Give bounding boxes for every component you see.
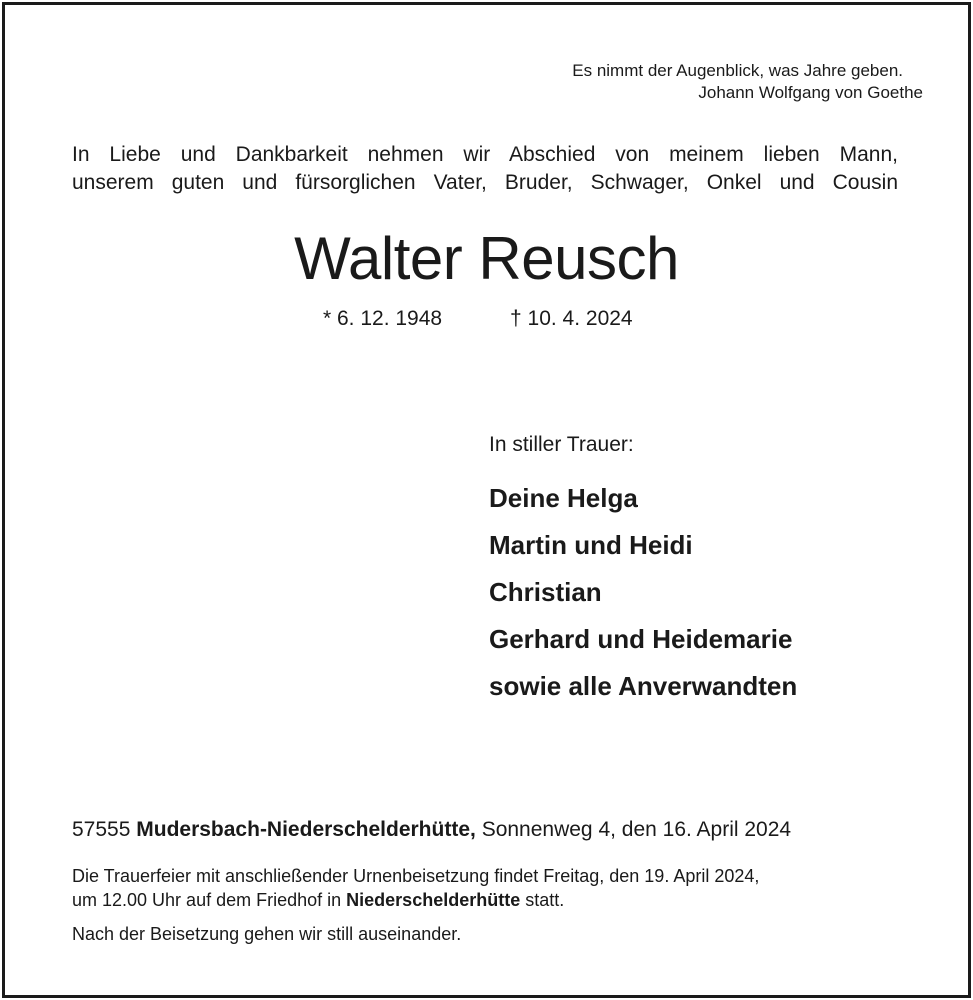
- family-member: Christian: [489, 577, 602, 607]
- intro-line-2: unserem guten und fürsorglichen Vater, Bruder, Schwager, Onkel und Cousin: [72, 171, 898, 194]
- ceremony-line-2-post: statt.: [525, 890, 565, 910]
- address-rest: Sonnenweg 4, den 16. April 2024: [481, 818, 792, 841]
- epigraph-author: Johann Wolfgang von Goethe: [698, 83, 923, 102]
- ceremony-info: [72, 864, 759, 912]
- family-member: Gerhard und Heidemarie: [489, 624, 793, 654]
- address-zip: 57555: [72, 818, 131, 841]
- address-line: [72, 816, 791, 844]
- ceremony-line-1: Die Trauerfeier mit anschließender Urnenbeisetzung findet Freitag, den 19. April 2024,: [72, 866, 760, 886]
- closing-line: Nach der Beisetzung gehen wir still auseinander.: [72, 924, 462, 944]
- intro-line-1: In Liebe und Dankbarkeit nehmen wir Abschied von meinem lieben Mann,: [72, 143, 898, 166]
- ceremony-place: Niederschelderhütte: [346, 890, 521, 910]
- birth-date: * 6. 12. 1948: [323, 307, 443, 330]
- epigraph-text: Es nimmt der Augenblick, was Jahre geben.: [572, 61, 903, 80]
- mourning-label: In stiller Trauer:: [489, 433, 634, 456]
- family-list: [489, 478, 797, 713]
- family-member: Martin und Heidi: [489, 530, 693, 560]
- deceased-name: Walter Reusch: [294, 225, 679, 292]
- death-date: † 10. 4. 2024: [510, 307, 633, 330]
- intro-text: [72, 141, 898, 197]
- family-member: Deine Helga: [489, 483, 638, 513]
- ceremony-line-2: [72, 888, 759, 912]
- family-member: sowie alle Anverwandten: [489, 671, 798, 701]
- ceremony-line-2-pre: um 12.00 Uhr auf dem Friedhof in: [72, 890, 342, 910]
- address-town: Mudersbach-Niederschelderhütte,: [136, 818, 476, 841]
- epigraph: [572, 60, 923, 104]
